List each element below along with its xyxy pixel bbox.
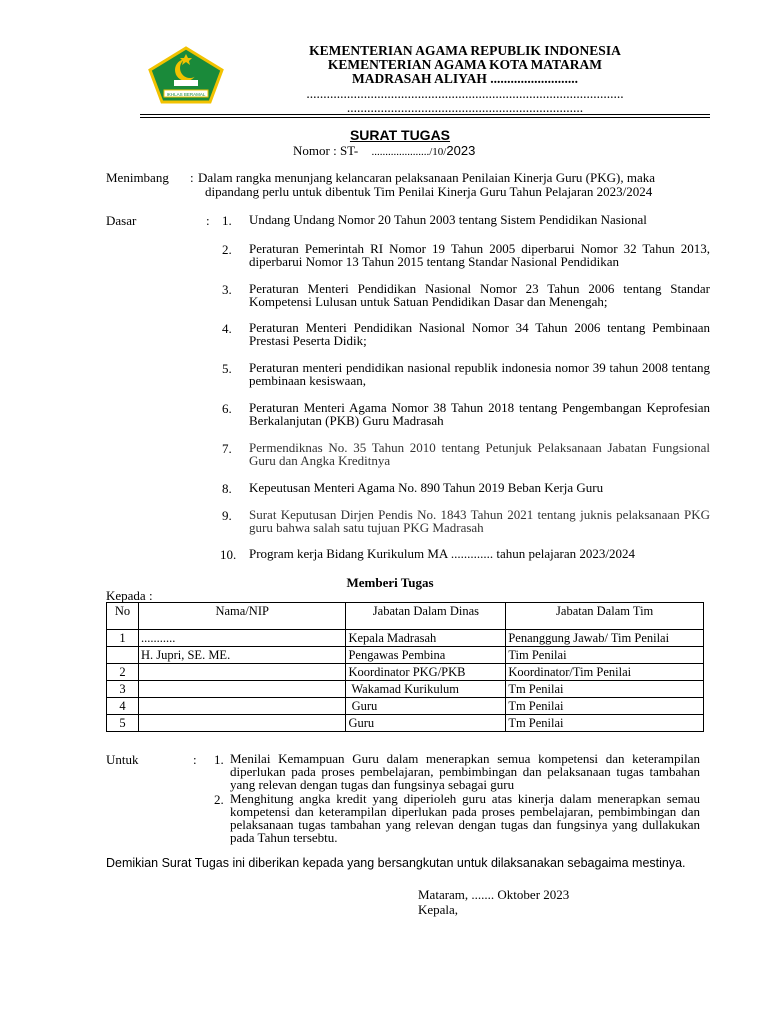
cell-jabatan-tim: Tm Penilai — [506, 715, 704, 732]
dasar-item-num: 5. — [222, 361, 232, 376]
cell-jabatan-dinas: Wakamad Kurikulum — [346, 681, 506, 698]
header-school: MADRASAH ALIYAH .......................... — [351, 71, 579, 86]
dasar-item-text: Peraturan Menteri Agama Nomor 38 Tahun 2018 tentang Pengembangan Keprofesian Berkalanjutan (PKB) Guru Madrasah — [249, 400, 710, 428]
document-title: SURAT TUGAS — [349, 127, 451, 143]
cell-jabatan-dinas: Guru — [346, 715, 506, 732]
dasar-item-text: Surat Keputusan Dirjen Pendis No. 1843 Tahun 2021 tentang juknis pelaksanaan PKG guru bahwa salah satu tujuan PKG Madrasah — [249, 507, 710, 535]
dasar-label: Dasar — [106, 213, 137, 228]
table-row — [107, 698, 704, 715]
untuk-item-text: Menilai Kemampuan Guru dalam menerapkan semua kompetensi dan keterampilan diperlukan pada proses pembelajaran, pembimbingan dan pelaksanaan tugas tambahan yang relevan dengan tugas dan fungsinya sebagai guru — [230, 751, 700, 792]
dasar-item-text: Program kerja Bidang Kurikulum MA ............. tahun pelajaran 2023/2024 — [249, 546, 635, 561]
number-dots: ...................../10/ — [371, 146, 447, 158]
dasar-item-num: 6. — [222, 401, 232, 416]
dasar-item-num: 9. — [222, 508, 232, 523]
dasar-item-text: Permendiknas No. 35 Tahun 2010 tentang Petunjuk Pelaksanaan Jabatan Fungsional Guru dan Angka Kreditnya — [249, 440, 710, 468]
cell-no: 2 — [107, 664, 139, 681]
untuk-item-num: 1. — [214, 752, 224, 767]
untuk-item-text: Menghitung angka kredit yang diperioleh guru atas kinerja dalam menerapkan semau kompetensi dan keterampilan diperlukan pada proses pembelajaran, pembimbingan dan pelaksanaan tugas tambahan yang relevan dengan tugas dan fungsinya yang dullakukan pada Tahun tersebtu. — [230, 791, 700, 845]
dasar-item-num: 7. — [222, 441, 232, 456]
col-header-no: No — [107, 603, 139, 630]
table-row — [107, 647, 704, 664]
col-header-jabatan-tim: Jabatan Dalam Tim — [506, 603, 704, 630]
cell-jabatan-dinas: Pengawas Pembina — [346, 647, 506, 664]
signature-role: Kepala, — [418, 902, 459, 917]
dasar-item-num: 3. — [222, 282, 232, 297]
dasar-colon: : — [206, 213, 210, 228]
cell-name — [138, 698, 346, 715]
cell-no: 3 — [107, 681, 139, 698]
closing-statement: Demikian Surat Tugas ini diberikan kepada yang bersangkutan untuk dilaksanakan sebagaima mestinya. — [106, 856, 686, 870]
header-ministry: KEMENTERIAN AGAMA REPUBLIK INDONESIA — [309, 43, 621, 58]
dasar-item-text: Peraturan Pemerintah RI Nomor 19 Tahun 2005 diperbarui Nomor 32 Tahun 2013, diperbarui Nomor 13 Tahun 2015 tentang Standar Nasional Pendidikan — [249, 241, 710, 269]
dasar-item-text: Kepeutusan Menteri Agama No. 890 Tahun 2019 Beban Kerja Guru — [249, 480, 604, 495]
cell-jabatan-tim: Tm Penilai — [506, 698, 704, 715]
dasar-item-num: 10. — [220, 547, 237, 562]
dasar-item-num: 1. — [222, 213, 232, 228]
table-row — [107, 664, 704, 681]
table-row — [107, 715, 704, 732]
menimbang-line-1: Dalam rangka menunjang kelancaran pelaksanaan Penilaian Kinerja Guru (PKG), maka — [198, 170, 655, 185]
cell-name — [138, 664, 346, 681]
header-address: .............................................................................................. — [306, 86, 624, 101]
cell-name: H. Jupri, SE. ME. — [138, 647, 346, 664]
cell-name: ........... — [138, 630, 346, 647]
cell-no: 5 — [107, 715, 139, 732]
memberi-tugas-heading: Memberi Tugas — [346, 575, 434, 590]
kepada-label: Kepada : — [106, 588, 153, 603]
header-office: KEMENTERIAN AGAMA KOTA MATARAM — [327, 57, 603, 72]
untuk-colon: : — [193, 752, 197, 767]
table-row — [107, 630, 704, 647]
dasar-item-text: Peraturan Menteri Pendidikan Nasional Nomor 34 Tahun 2006 tentang Pembinaan Prestasi Peserta Didik; — [249, 320, 710, 348]
header-divider-thin — [140, 114, 710, 115]
dasar-item-num: 8. — [222, 481, 232, 496]
ministry-logo — [148, 46, 224, 104]
table-header-row — [107, 603, 704, 630]
untuk-item-num: 2. — [214, 792, 224, 807]
document-number — [293, 143, 475, 159]
cell-no: 4 — [107, 698, 139, 715]
menimbang-line-2: dipandang perlu untuk dibentuk Tim Penilai Kinerja Guru Tahun Pelajaran 2023/2024 — [205, 184, 653, 199]
dasar-item-text: Undang Undang Nomor 20 Tahun 2003 tentang Sistem Pendidikan Nasional — [249, 212, 647, 227]
header-divider — [140, 117, 710, 118]
logo-motto: IKHLAS BERAMAL — [166, 92, 206, 97]
assignment-table — [106, 602, 704, 732]
cell-name — [138, 715, 346, 732]
dasar-item-num: 4. — [222, 321, 232, 336]
cell-jabatan-tim: Tm Penilai — [506, 681, 704, 698]
cell-no: 1 — [107, 630, 139, 647]
header-contact: ...................................................................... — [346, 100, 584, 115]
cell-jabatan-dinas: Kepala Madrasah — [346, 630, 506, 647]
menimbang-label: Menimbang — [106, 170, 169, 185]
dasar-item-num: 2. — [222, 242, 232, 257]
dasar-item-text: Peraturan menteri pendidikan nasional republik indonesia nomor 39 tahun 2008 tentang pembinaan kesiswaan, — [249, 360, 710, 388]
menimbang-colon: : — [190, 170, 194, 185]
untuk-label: Untuk — [106, 752, 139, 767]
cell-no — [107, 647, 139, 664]
number-prefix: Nomor : ST- — [293, 143, 359, 158]
cell-jabatan-tim: Tim Penilai — [506, 647, 704, 664]
cell-name — [138, 681, 346, 698]
col-header-name: Nama/NIP — [138, 603, 346, 630]
signature-place-date: Mataram, ....... Oktober 2023 — [418, 887, 570, 902]
cell-jabatan-tim: Koordinator/Tim Penilai — [506, 664, 704, 681]
cell-jabatan-tim: Penanggung Jawab/ Tim Penilai — [506, 630, 704, 647]
cell-jabatan-dinas: Guru — [346, 698, 506, 715]
number-year: 2023 — [446, 143, 476, 158]
cell-jabatan-dinas: Koordinator PKG/PKB — [346, 664, 506, 681]
col-header-jabatan-dinas: Jabatan Dalam Dinas — [346, 603, 506, 630]
table-row — [107, 681, 704, 698]
dasar-item-text: Peraturan Menteri Pendidikan Nasional Nomor 23 Tahun 2006 tentang Standar Kompetensi Lulusan untuk Satuan Pendidikan Dasar dan Menengah; — [249, 281, 710, 309]
